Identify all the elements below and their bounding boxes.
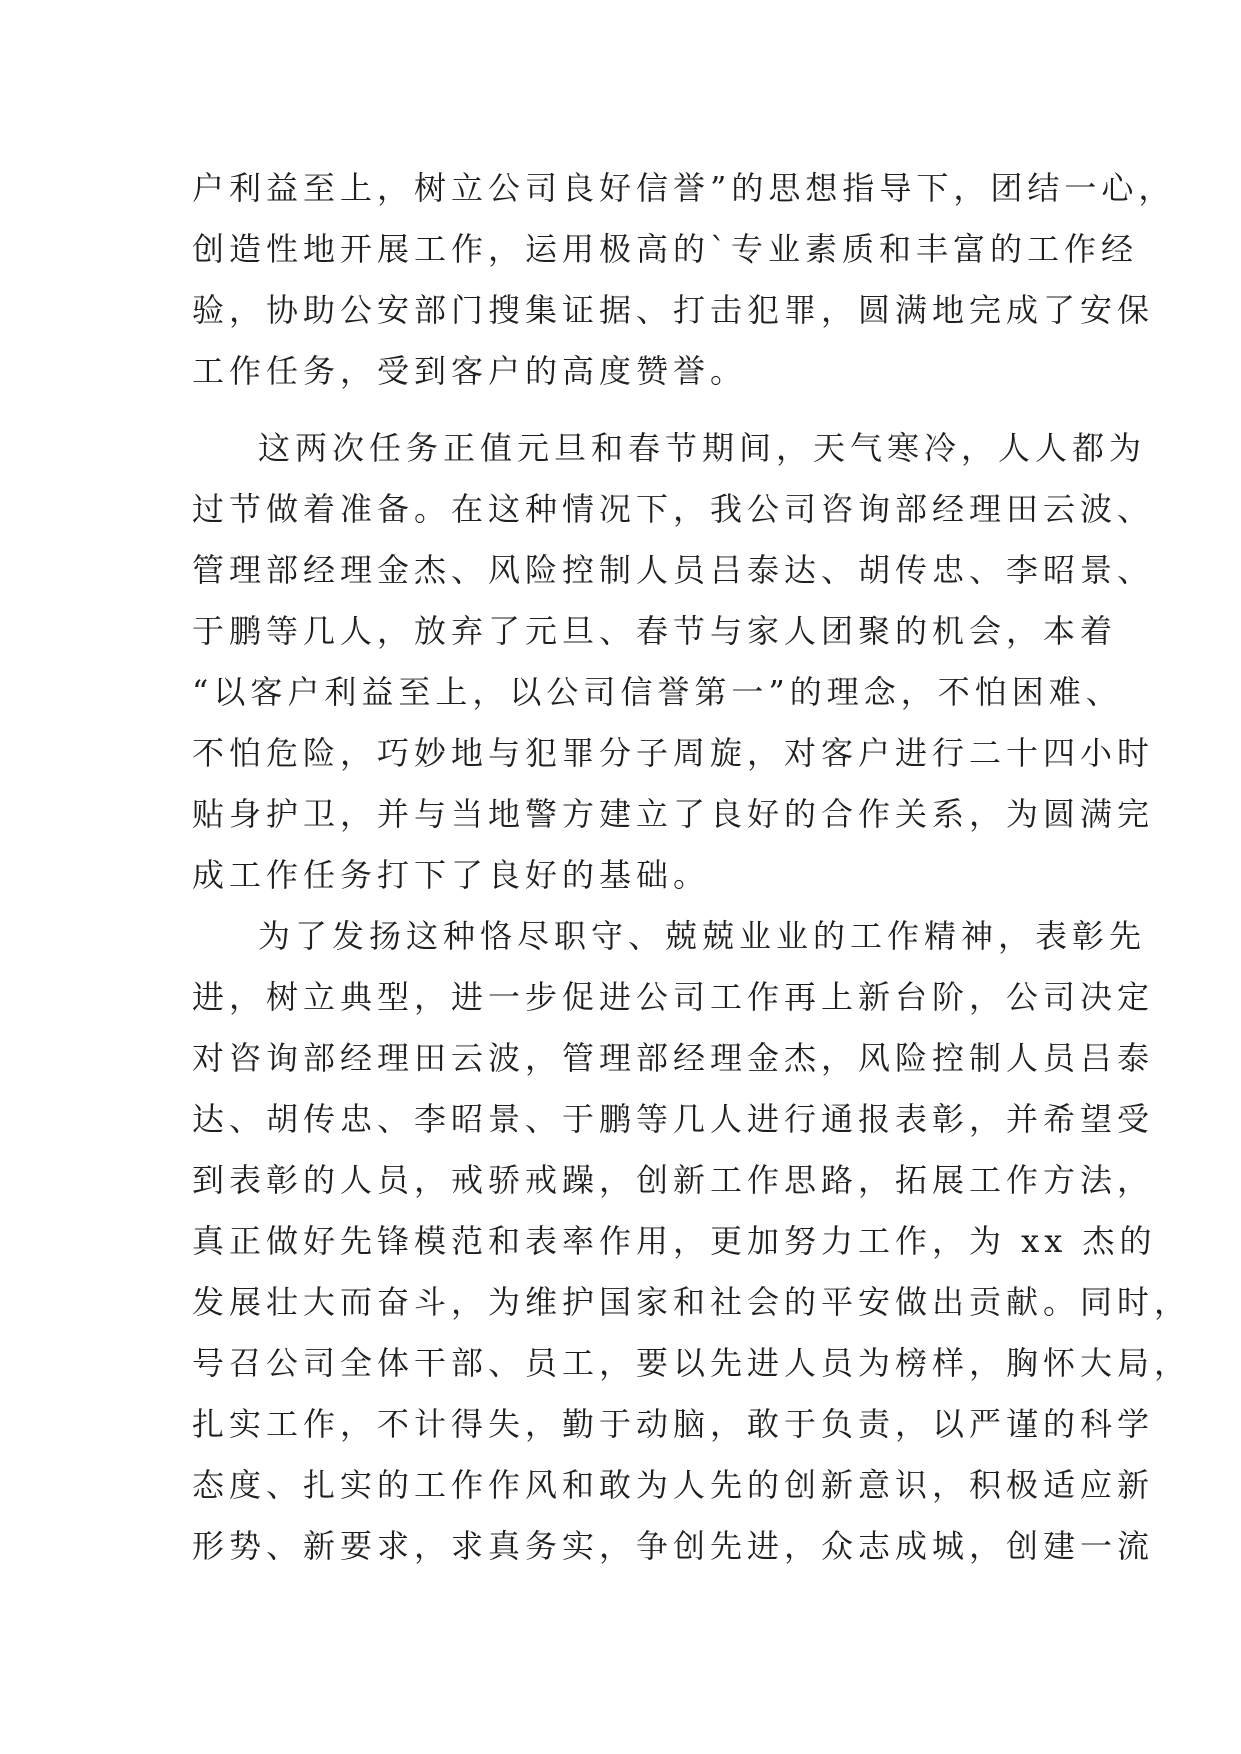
paragraph-line: 扎实工作，不计得失，勤于动脑，敢于负责，以严谨的科学 xyxy=(192,1405,1155,1443)
paragraph-line: 进，树立典型，进一步促进公司工作再上新台阶，公司决定 xyxy=(192,978,1155,1016)
paragraph-line: 态度、扎实的工作作风和敢为人先的创新意识，积极适应新 xyxy=(192,1466,1155,1504)
paragraph-line: “以客户利益至上，以公司信誉第一”的理念，不怕困难、 xyxy=(192,673,1123,711)
paragraph-line: 管理部经理金杰、风险控制人员吕泰达、胡传忠、李昭景、 xyxy=(192,551,1155,589)
paragraph-line: 成工作任务打下了良好的基础。 xyxy=(192,856,711,894)
paragraph-line: 不怕危险，巧妙地与犯罪分子周旋，对客户进行二十四小时 xyxy=(192,734,1155,772)
paragraph-line: 为了发扬这种恪尽职守、兢兢业业的工作精神，表彰先 xyxy=(258,917,1147,955)
paragraph-1 xyxy=(192,158,1176,402)
paragraph-line: 号召公司全体干部、员工，要以先进人员为榜样，胸怀大局， xyxy=(192,1344,1192,1382)
paragraph-line: 达、胡传忠、李昭景、于鹏等几人进行通报表彰，并希望受 xyxy=(192,1100,1155,1138)
paragraph-line: 于鹏等几人，放弃了元旦、春节与家人团聚的机会，本着 xyxy=(192,612,1118,650)
paragraph-line: 发展壮大而奋斗，为维护国家和社会的平安做出贡献。同时， xyxy=(192,1283,1192,1321)
paragraph-line: 这两次任务正值元旦和春节期间，天气寒冷，人人都为 xyxy=(258,429,1147,467)
paragraph-line: 真正做好先锋模范和表率作用，更加努力工作，为 xx 杰的 xyxy=(192,1222,1157,1260)
paragraph-line: 对咨询部经理田云波，管理部经理金杰，风险控制人员吕泰 xyxy=(192,1039,1155,1077)
paragraph-2 xyxy=(192,418,1155,906)
paragraph-line: 工作任务，受到客户的高度赞誉。 xyxy=(192,352,748,390)
paragraph-3 xyxy=(192,906,1192,1577)
paragraph-line: 户利益至上，树立公司良好信誉”的思想指导下，团结一心， xyxy=(192,169,1176,207)
paragraph-line: 创造性地开展工作，运用极高的`专业素质和丰富的工作经 xyxy=(192,230,1139,268)
paragraph-line: 验，协助公安部门搜集证据、打击犯罪，圆满地完成了安保 xyxy=(192,291,1155,329)
paragraph-line: 形势、新要求，求真务实，争创先进，众志成城，创建一流 xyxy=(192,1527,1155,1565)
paragraph-line: 过节做着准备。在这种情况下，我公司咨询部经理田云波、 xyxy=(192,490,1155,528)
paragraph-line: 贴身护卫，并与当地警方建立了良好的合作关系，为圆满完 xyxy=(192,795,1155,833)
paragraph-line: 到表彰的人员，戒骄戒躁，创新工作思路，拓展工作方法， xyxy=(192,1161,1155,1199)
